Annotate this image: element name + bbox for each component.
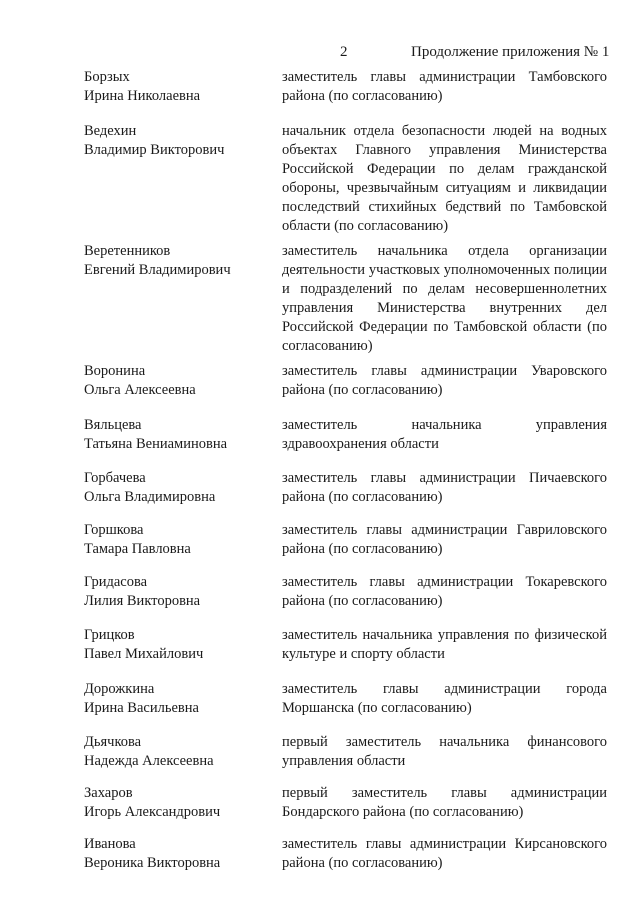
surname: Иванова <box>84 836 136 852</box>
surname: Захаров <box>84 785 133 801</box>
person-role: заместитель главы администрации Пичаевского района (по согласованию) <box>282 470 607 505</box>
person-role: первый заместитель главы администрации Бондарского района (по согласованию) <box>282 785 607 820</box>
surname: Горбачева <box>84 470 146 486</box>
person-role: начальник отдела безопасности людей на водных объектах Главного управления Министерства Российской Федерации по делам гражданской обороны, чрезвычайным ситуациям и ликвидации последствий стихийных бедствий по Тамбовской области (по согласованию) <box>282 123 607 234</box>
person-role: заместитель главы администрации Гавриловского района (по согласованию) <box>282 522 607 557</box>
surname: Дьячкова <box>84 734 142 750</box>
person-name <box>84 573 274 611</box>
given-names: Игорь Александрович <box>84 804 221 820</box>
surname: Борзых <box>84 69 130 85</box>
given-names: Татьяна Вениаминовна <box>84 436 228 452</box>
person-name <box>84 122 274 160</box>
surname: Вяльцева <box>84 417 142 433</box>
person-name <box>84 242 274 280</box>
surname: Веретенников <box>84 243 171 259</box>
person-name <box>84 680 274 718</box>
surname: Гридасова <box>84 574 148 590</box>
given-names: Тамара Павловна <box>84 541 191 557</box>
surname: Горшкова <box>84 522 144 538</box>
person-role: заместитель главы администрации Кирсановского района (по согласованию) <box>282 836 607 871</box>
person-role: заместитель главы администрации Тамбовского района (по согласованию) <box>282 69 607 104</box>
person-role: заместитель начальника управления здравоохранения области <box>282 417 607 452</box>
given-names: Владимир Викторович <box>84 142 225 158</box>
person-name <box>84 626 274 664</box>
person-role: заместитель главы администрации города Моршанска (по согласованию) <box>282 681 607 716</box>
page-number: 2 <box>340 44 348 60</box>
person-name <box>84 68 274 106</box>
person-name <box>84 362 274 400</box>
person-role: первый заместитель начальника финансового управления области <box>282 734 607 769</box>
surname: Грицков <box>84 627 135 643</box>
person-name <box>84 521 274 559</box>
given-names: Ольга Владимировна <box>84 489 216 505</box>
person-name <box>84 835 274 873</box>
person-name <box>84 784 274 822</box>
person-name <box>84 416 274 454</box>
given-names: Ольга Алексеевна <box>84 382 196 398</box>
given-names: Ирина Васильевна <box>84 700 199 716</box>
given-names: Павел Михайлович <box>84 646 204 662</box>
page-header <box>0 44 640 64</box>
surname: Ведехин <box>84 123 137 139</box>
given-names: Ирина Николаевна <box>84 88 201 104</box>
given-names: Надежда Алексеевна <box>84 753 214 769</box>
person-name <box>84 469 274 507</box>
person-role: заместитель главы администрации Токаревского района (по согласованию) <box>282 574 607 609</box>
person-name <box>84 733 274 771</box>
surname: Дорожкина <box>84 681 155 697</box>
surname: Воронина <box>84 363 146 379</box>
person-role: заместитель начальника управления по физической культуре и спорту области <box>282 627 607 662</box>
given-names: Евгений Владимирович <box>84 262 231 278</box>
given-names: Вероника Викторовна <box>84 855 221 871</box>
person-role: заместитель главы администрации Уваровского района (по согласованию) <box>282 363 607 398</box>
given-names: Лилия Викторовна <box>84 593 201 609</box>
person-role: заместитель начальника отдела организации деятельности участковых уполномоченных полиции и подразделений по делам несовершеннолетних управления Министерства внутренних дел Российской Федерации по Тамбовской области (по согласованию) <box>282 243 607 354</box>
continuation-label: Продолжение приложения № 1 <box>411 44 610 60</box>
